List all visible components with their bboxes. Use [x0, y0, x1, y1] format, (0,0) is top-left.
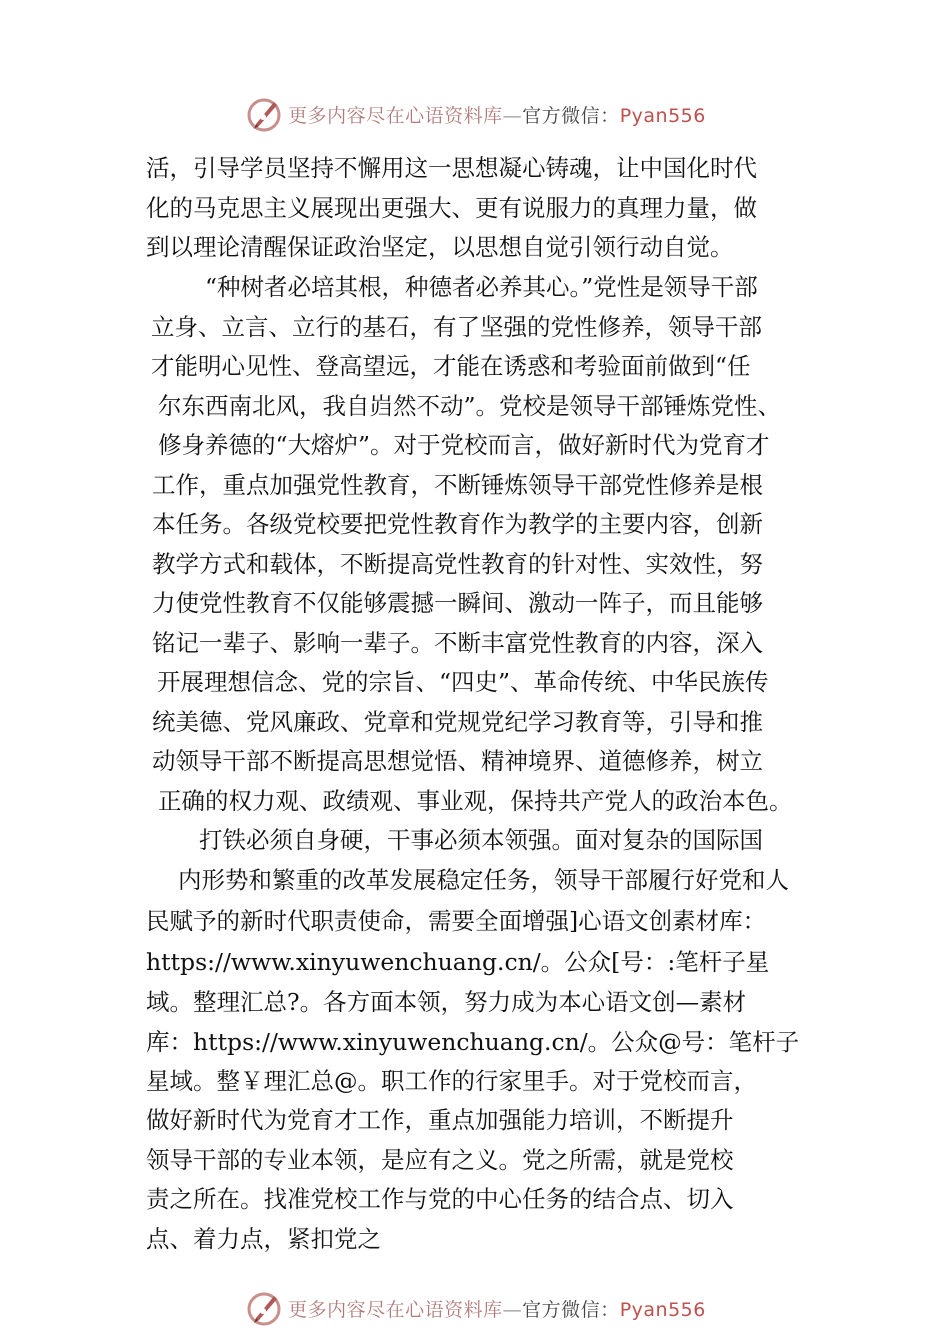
body-line: 修身养德的“大熔炉”。对于党校而言，做好新时代为党育才 — [158, 431, 770, 459]
body-line: 做好新时代为党育才工作，重点加强能力培训，不断提升 — [146, 1106, 734, 1134]
body-line: 点、着力点，紧扣党之 — [146, 1225, 381, 1253]
body-line: https://www.xinyuwenchuang.cn/。公众[号：:笔杆子星 — [146, 948, 770, 976]
header-banner — [0, 90, 950, 138]
body-line: 到以理论清醒保证政治坚定，以思想自觉引领行动自觉。 — [146, 233, 734, 261]
body-line: 责之所在。找准党校工作与党的中心任务的结合点、切入 — [146, 1185, 734, 1213]
body-line: 开展理想信念、党的宗旨、“四史”、革命传统、中华民族传 — [157, 668, 769, 696]
body-line: 领导干部的专业本领，是应有之义。党之所需，就是党校 — [146, 1146, 734, 1174]
body-line: 内形势和繁重的改革发展稳定任务，领导干部履行好党和人 — [178, 866, 789, 894]
body-line: 民赋予的新时代职责使命，需要全面增强]心语文创素材库： — [146, 907, 767, 935]
body-line: 动领导干部不断提高思想觉悟、精神境界、道德修养，树立 — [152, 747, 763, 775]
body-line: 本任务。各级党校要把党性教育作为教学的主要内容，创新 — [152, 510, 763, 538]
footer-brand-text: 更多内容尽在心语资料库 — [288, 1298, 503, 1321]
body-line: 工作，重点加强党性教育，不断锤炼领导干部党性修养是根 — [152, 471, 763, 499]
body-line: 才能明心见性、登高望远，才能在诱惑和考验面前做到“任 — [151, 352, 751, 380]
body-line: 打铁必须自身硬，干事必须本领强。面对复杂的国际国 — [199, 826, 763, 854]
body-line: 力使党性教育不仅能够震撼一瞬间、激动一阵子，而且能够 — [152, 589, 763, 617]
body-line: 教学方式和载体，不断提高党性教育的针对性、实效性，努 — [152, 550, 763, 578]
header-wechat-id: Pyan556 — [619, 104, 706, 127]
footer-separator: — — [502, 1298, 523, 1321]
body-line: 铭记一辈子、影响一辈子。不断丰富党性教育的内容，深入 — [152, 629, 763, 657]
header-separator: — — [502, 104, 523, 127]
body-line: 域。整理汇总?。各方面本领，努力成为本心语文创—素材 — [146, 988, 747, 1016]
body-line: 化的马克思主义展现出更强大、更有说服力的真理力量，做 — [146, 194, 757, 222]
pen-logo-icon — [244, 1288, 284, 1328]
pen-logo-icon — [244, 94, 284, 134]
header-wechat-label: 官方微信： — [522, 104, 620, 127]
body-line: “种树者必培其根，种德者必养其心。”党性是领导干部 — [205, 273, 758, 301]
body-line: 立身、立言、立行的基石，有了坚强的党性修养，领导干部 — [151, 313, 762, 341]
header-brand-text: 更多内容尽在心语资料库 — [288, 104, 503, 127]
body-line: 统美德、党风廉政、党章和党规党纪学习教育等，引导和推 — [152, 708, 763, 736]
header-banner-text — [288, 101, 706, 128]
body-line: 库：https://www.xinyuwenchuang.cn/。公众@号：笔杆子 — [146, 1028, 800, 1056]
body-line: 尔东西南北风，我自岿然不动”。党校是领导干部锤炼党性、 — [158, 392, 782, 420]
body-line: 正确的权力观、政绩观、事业观，保持共产党人的政治本色。 — [158, 787, 793, 815]
body-line: 星域。整￥理汇总@。职工作的行家里手。对于党校而言， — [146, 1067, 757, 1095]
footer-banner — [0, 1284, 950, 1332]
footer-banner-text — [288, 1295, 706, 1322]
body-line: 活，引导学员坚持不懈用这一思想凝心铸魂，让中国化时代 — [146, 154, 757, 182]
footer-wechat-label: 官方微信： — [522, 1298, 620, 1321]
footer-wechat-id: Pyan556 — [619, 1298, 706, 1321]
